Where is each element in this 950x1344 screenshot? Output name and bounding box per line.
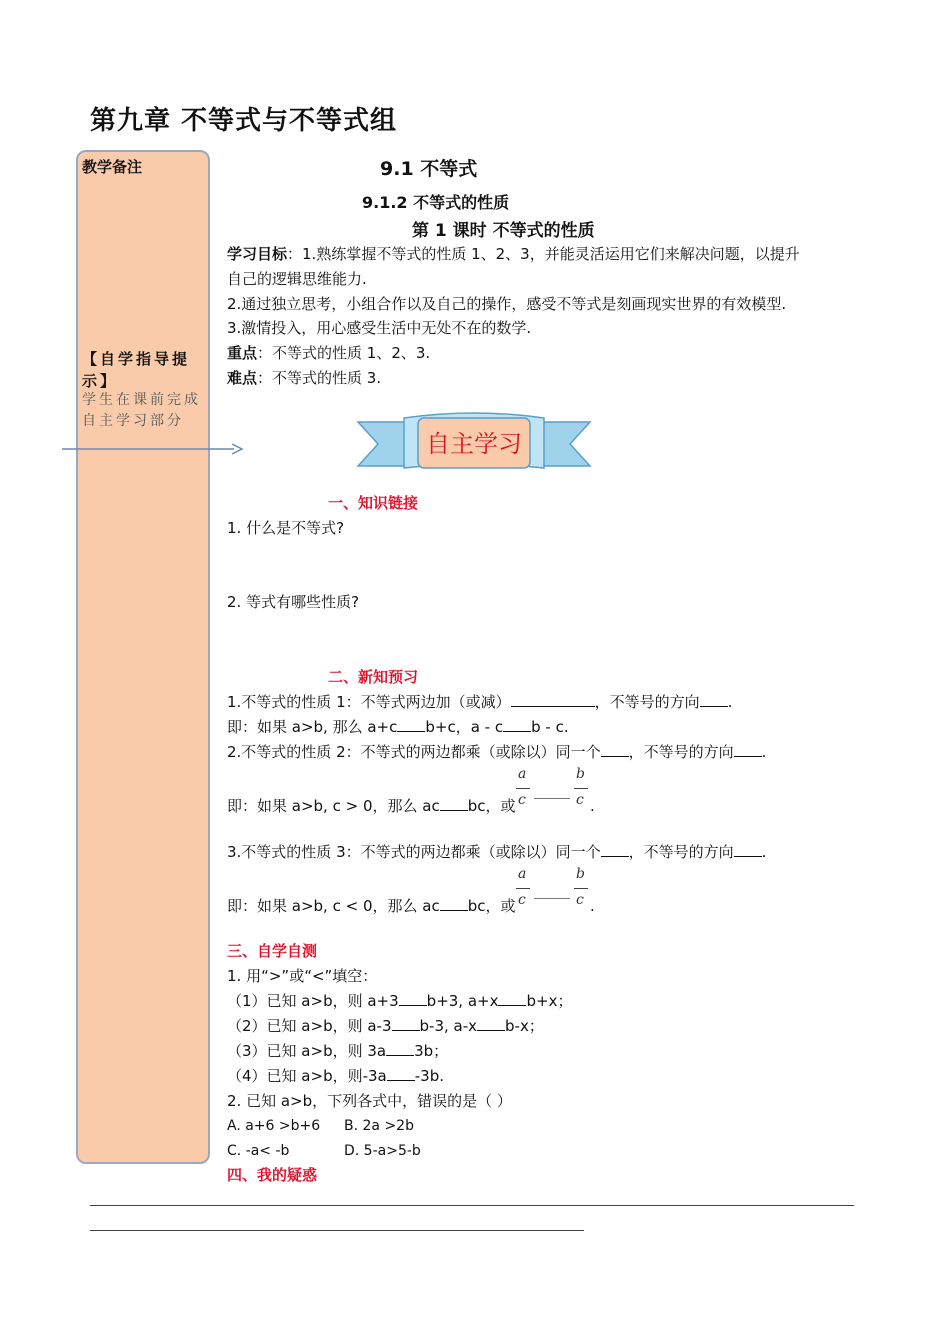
answer-blank[interactable] (440, 896, 468, 911)
period: . (727, 693, 733, 711)
key-point-text: ：不等式的性质 1、2、3. (257, 344, 431, 362)
answer-line[interactable] (90, 1230, 584, 1231)
answer-blank[interactable] (511, 692, 595, 707)
example-text: 即：如果 a>b, 那么 a+c (227, 718, 398, 736)
answer-blank[interactable] (440, 796, 468, 811)
subsection-title: 9.1.2 不等式的性质 (362, 193, 510, 212)
fraction-numerator: a (518, 866, 527, 882)
banner-text: 自主学习 (426, 430, 522, 458)
property-1-line (227, 692, 732, 712)
exercise-text: -3b. (414, 1067, 444, 1085)
answer-line[interactable] (90, 1205, 854, 1206)
property-2-text: 2.不等式的性质 2：不等式的两边都乘（或除以）同一个 (227, 743, 601, 761)
answer-blank[interactable] (399, 991, 427, 1006)
difficult-point-label: 难点 (227, 369, 258, 387)
answer-blank[interactable] (534, 798, 570, 799)
goals-text-1: ：1.熟练掌握不等式的性质 1、2、3，并能灵活运用它们来解决问题，以提升 (287, 245, 800, 263)
property-2-example (227, 796, 515, 816)
property-1-text: 1.不等式的性质 1：不等式两边加（或减） (227, 693, 511, 711)
sidebar-label: 教学备注 (82, 158, 143, 176)
fraction-numerator: b (576, 766, 585, 782)
fraction-denominator: c (576, 792, 584, 808)
exercise-text: （1）已知 a>b，则 a+3 (227, 992, 399, 1010)
exercise-text: （3）已知 a>b，则 3a (227, 1042, 387, 1060)
option-b: B. 2a >2b (344, 1118, 414, 1134)
key-point-label: 重点 (227, 344, 258, 362)
goals-line-2: 自己的逻辑思维能力. (227, 270, 367, 288)
sidebar-hint-text: 学生在课前完成自主学习部分 (82, 392, 201, 429)
lesson-title: 第 1 课时 不等式的性质 (412, 221, 595, 241)
exercise-item-3 (227, 1041, 448, 1061)
part2-heading: 二、新知预习 (328, 668, 419, 686)
exercise-item-2 (227, 1016, 544, 1036)
answer-blank[interactable] (601, 842, 629, 857)
property-2-direction-text: ，不等号的方向 (628, 743, 734, 761)
answer-blank[interactable] (700, 692, 728, 707)
period: . (590, 797, 595, 815)
property-3-direction-text: ，不等号的方向 (628, 843, 734, 861)
example-text: bc，或 (467, 897, 516, 915)
fraction-bar (574, 788, 588, 789)
property-2-line (227, 742, 766, 762)
goals-label: 学习目标 (227, 245, 288, 263)
answer-blank[interactable] (477, 1016, 505, 1031)
goals-line-1 (227, 244, 800, 264)
chapter-title: 第九章 不等式与不等式组 (90, 106, 398, 136)
property-1-example (227, 717, 569, 737)
option-a: A. a+6 >b+6 (227, 1118, 321, 1134)
sidebar-hint-title: 【自学指导提示】 (82, 350, 191, 390)
difficult-point (227, 368, 381, 388)
section-title: 9.1 不等式 (380, 158, 478, 180)
answer-blank[interactable] (386, 1041, 414, 1056)
fraction-denominator: c (576, 892, 584, 908)
example-text: bc，或 (467, 797, 516, 815)
part3-heading: 三、自学自测 (227, 942, 318, 960)
fraction-numerator: a (518, 766, 527, 782)
goals-line-4: 3.激情投入，用心感受生活中无处不在的数学. (227, 319, 532, 337)
option-c: C. -a< -b (227, 1143, 290, 1159)
exercise-item-4 (227, 1066, 444, 1086)
exercise-text: b+x； (526, 992, 573, 1010)
period: . (761, 743, 767, 761)
part3-question-1: 1. 用“>”或“<”填空： (227, 967, 378, 985)
fraction-bar (516, 788, 530, 789)
answer-blank[interactable] (734, 742, 762, 757)
period: . (590, 897, 595, 915)
example-text: b+c，a - c (425, 718, 504, 736)
part4-heading: 四、我的疑惑 (227, 1166, 318, 1184)
answer-blank[interactable] (601, 742, 629, 757)
option-d: D. 5-a>5-b (344, 1143, 421, 1159)
fraction-bar (574, 888, 588, 889)
example-text: 即：如果 a>b, c < 0，那么 ac (227, 897, 440, 915)
part1-heading: 一、知识链接 (328, 494, 419, 512)
teaching-notes-sidebar (76, 150, 210, 1164)
exercise-text: 3b； (414, 1042, 449, 1060)
part1-question-1: 1. 什么是不等式? (227, 519, 345, 537)
answer-blank[interactable] (534, 898, 570, 899)
answer-blank[interactable] (387, 1066, 415, 1081)
answer-blank[interactable] (392, 1016, 420, 1031)
goals-line-3: 2.通过独立思考，小组合作以及自己的操作，感受不等式是刻画现实世界的有效模型. (227, 295, 787, 313)
exercise-item-1 (227, 991, 572, 1011)
exercise-text: b+3, a+x (426, 992, 499, 1010)
fraction-denominator: c (518, 892, 526, 908)
difficult-point-text: ：不等式的性质 3. (257, 369, 382, 387)
exercise-text: b-3, a-x (419, 1017, 478, 1035)
key-point (227, 343, 430, 363)
example-text: b - c. (531, 718, 569, 736)
arrow-right-icon (62, 442, 244, 456)
exercise-text: b-x； (505, 1017, 544, 1035)
property-3-text: 3.不等式的性质 3：不等式的两边都乘（或除以）同一个 (227, 843, 601, 861)
part1-question-2: 2. 等式有哪些性质? (227, 593, 360, 611)
property-3-line (227, 842, 766, 862)
answer-blank[interactable] (397, 717, 425, 732)
answer-blank[interactable] (498, 991, 526, 1006)
example-text: 即：如果 a>b, c > 0，那么 ac (227, 797, 440, 815)
fraction-denominator: c (518, 792, 526, 808)
exercise-text: （4）已知 a>b，则-3a (227, 1067, 387, 1085)
fraction-bar (516, 888, 530, 889)
answer-blank[interactable] (503, 717, 531, 732)
part3-question-2: 2. 已知 a>b，下列各式中，错误的是（ ） (227, 1092, 512, 1110)
property-1-direction-text: ，不等号的方向 (594, 693, 700, 711)
property-3-example (227, 896, 515, 916)
fraction-numerator: b (576, 866, 585, 882)
period: . (761, 843, 767, 861)
answer-blank[interactable] (734, 842, 762, 857)
exercise-text: （2）已知 a>b，则 a-3 (227, 1017, 392, 1035)
